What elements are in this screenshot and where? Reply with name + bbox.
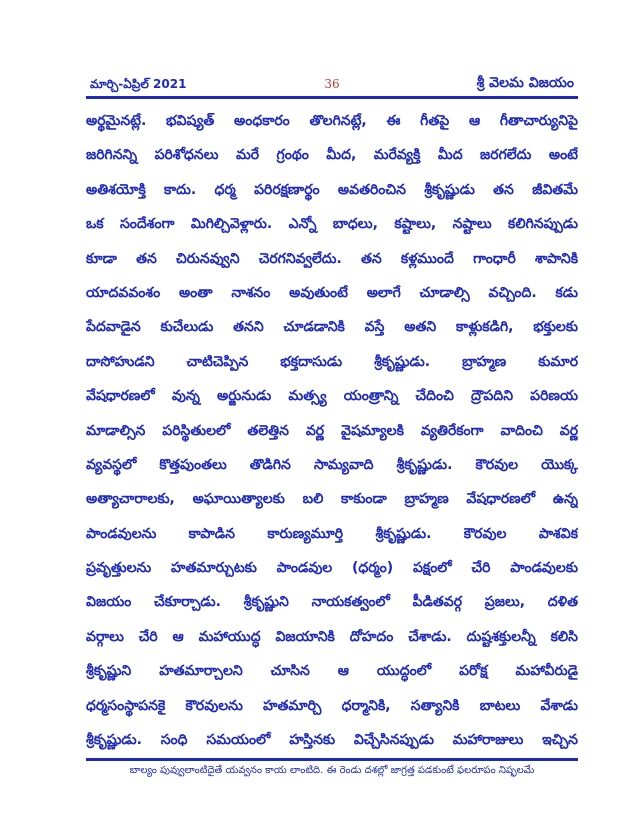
page-header — [86, 77, 578, 95]
issue-date: మార్చి-ఏప్రిల్ 2021 — [90, 77, 187, 91]
body-line: అతిశయోక్తి కాదు. ధర్మ పరిరక్షణార్థం అవతరించిన శ్రీకృష్ణుడు తన జీవితమే — [86, 181, 578, 198]
header-divider — [86, 96, 578, 99]
body-line: వేషధారణలో వున్న అర్జునుడు మత్స్య యంత్రాన్ని చేదించి ద్రౌపదిని పరిణయ — [86, 388, 578, 405]
body-line: జరిగినన్ని పరిశోధనలు మరే గ్రంథం మీద, మరేవ్యక్తి మీద జరగలేదు అంటే — [86, 147, 578, 164]
body-line: వ్యవస్థలో కొత్తపుంతలు తొడిగిన సామ్యవాది శ్రీకృష్ణుడు. కౌరవుల యొక్క — [86, 456, 578, 473]
page-number: 36 — [324, 77, 340, 91]
body-line: వర్గాలు చేరి ఆ మహాయుద్ధ విజయానికి దోహదం చేశాడు. దుష్టశక్తులన్నీ కలిసి — [86, 628, 578, 645]
body-line: అత్యాచారాలకు, అఘాయిత్యాలకు బలి కాకుండా బ్రాహ్మణ వేషధారణలో ఉన్న — [86, 491, 578, 508]
body-line: శ్రీకృష్ణుడు. సంధి సమయంలో హస్తినకు విచ్చేసినప్పుడు మహారాజులు ఇచ్చిన — [86, 732, 578, 749]
body-line: శ్రీకృష్ణుని హతమార్చాలని చూసిన ఆ యుద్ధంలో పరోక్ష మహావీరుడై — [86, 663, 578, 680]
body-line: దాసోహుడని చాటిచెప్పిన భక్తదాసుడు శ్రీకృష్ణుడు. బ్రాహ్మణ కుమార — [86, 353, 578, 370]
body-line: ధర్మసంస్థాపనకై కౌరవులను హతమార్చి ధర్మానికి, సత్యానికి బాటలు వేశాడు — [86, 697, 578, 714]
body-line: కూడా తన చిరునవ్వుని చెరగనివ్వలేదు. తన కళ్లముందే గాంధారీ శాపానికి — [86, 250, 578, 267]
body-line: విజయం చేకూర్చాడు. శ్రీకృష్ణుని నాయకత్వంలో పీడితవర్గ ప్రజలు, దళిత — [86, 594, 578, 611]
body-line: ప్రవృత్తులను హతమార్చుటకు పాండవుల (ధర్మం) పక్షంలో చేరి పాండవులకు — [86, 560, 578, 577]
body-line: ఒక సందేశంగా మిగిల్చివెళ్లారు. ఎన్నో బాధలు, కష్టాలు, నష్టాలు కలిగినప్పుడు — [86, 216, 578, 233]
article-body — [86, 104, 578, 757]
body-line: మాడాల్సిన పరిస్థితులలో తలెత్తిన వర్ణ వైషమ్యాలకి వ్యతిరేకంగా వాదించి వర్ణ — [86, 422, 578, 439]
magazine-title: శ్రీ వెలమ విజయం — [476, 75, 574, 91]
body-line: పాండవులను కాపాడిన కారుణ్యమూర్తి శ్రీకృష్ణుడు. కౌరవుల పాశవిక — [86, 525, 578, 542]
body-line: అర్థమైనట్లే. భవిష్యత్ అంధకారం తొలగినట్లే, ఈ గీతపై ఆ గీతాచార్యునిపై — [86, 113, 578, 129]
body-line: పేదవాడైన కుచేలుడు తనని చూడడానికి వస్తే అతని కాళ్లుకడిగి, భక్తులకు — [86, 319, 578, 336]
footer-divider — [86, 758, 578, 761]
footer-quote: బాల్యం పువ్వులాంటిదైతే యవ్వనం కాయ లాంటిది. ఈ రెండు దశల్లో జాగ్రత్త పడకుంటే ఫలరూపం నిష్ఫలమే — [129, 765, 535, 776]
body-line: యాదవవంశం అంతా నాశనం అవుతుంటే అలాగే చూడాల్సి వచ్చింది. కడు — [86, 284, 578, 301]
